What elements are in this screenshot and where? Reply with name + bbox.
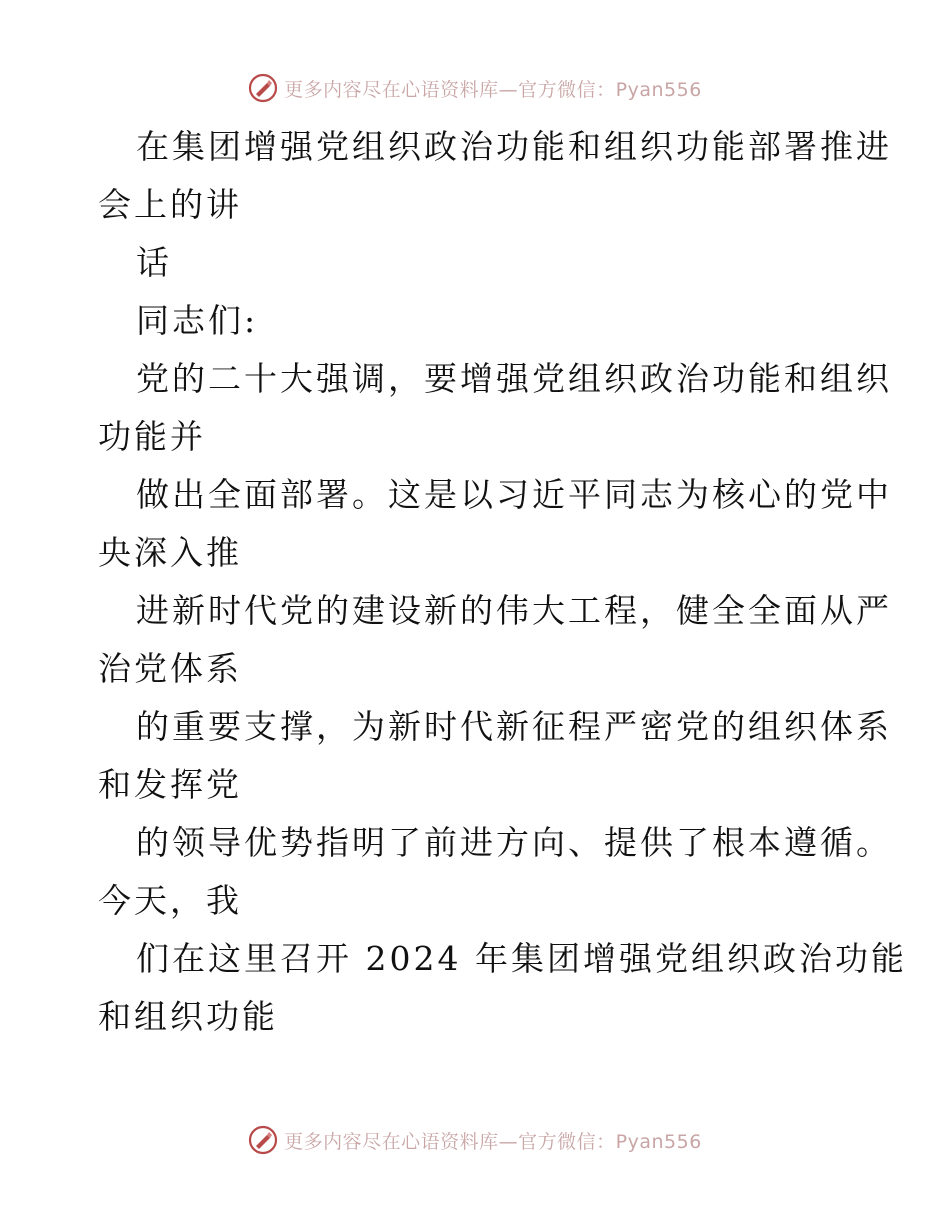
document-line: 治党体系 <box>98 649 242 688</box>
footer-watermark-banner <box>0 1120 950 1160</box>
header-watermark-banner <box>0 68 950 108</box>
document-line: 话 <box>136 243 172 282</box>
pen-logo-icon <box>248 1125 278 1155</box>
document-line: 的重要支撑，为新时代新征程严密党的组织体系 <box>136 707 892 746</box>
document-line: 和发挥党 <box>98 765 242 804</box>
document-line: 功能并 <box>98 417 206 456</box>
document-line: 央深入推 <box>98 533 242 572</box>
document-line: 们在这里召开 2024 年集团增强党组织政治功能 <box>136 939 907 978</box>
document-line: 和组织功能 <box>98 997 278 1036</box>
header-watermark-text: 更多内容尽在心语资料库—官方微信：Pyan556 <box>284 78 702 101</box>
document-line: 在集团增强党组织政治功能和组织功能部署推进 <box>136 127 892 166</box>
document-line: 党的二十大强调，要增强党组织政治功能和组织 <box>136 359 892 398</box>
footer-watermark-text: 更多内容尽在心语资料库—官方微信：Pyan556 <box>284 1130 702 1153</box>
document-line: 今天，我 <box>98 881 242 920</box>
document-line: 进新时代党的建设新的伟大工程，健全全面从严 <box>136 591 892 630</box>
document-line: 会上的讲 <box>98 185 242 224</box>
document-line: 的领导优势指明了前进方向、提供了根本遵循。 <box>136 823 892 862</box>
pen-logo-icon <box>248 73 278 103</box>
document-line: 同志们: <box>136 301 259 340</box>
document-line: 做出全面部署。这是以习近平同志为核心的党中 <box>136 475 892 514</box>
document-body <box>98 118 907 1046</box>
